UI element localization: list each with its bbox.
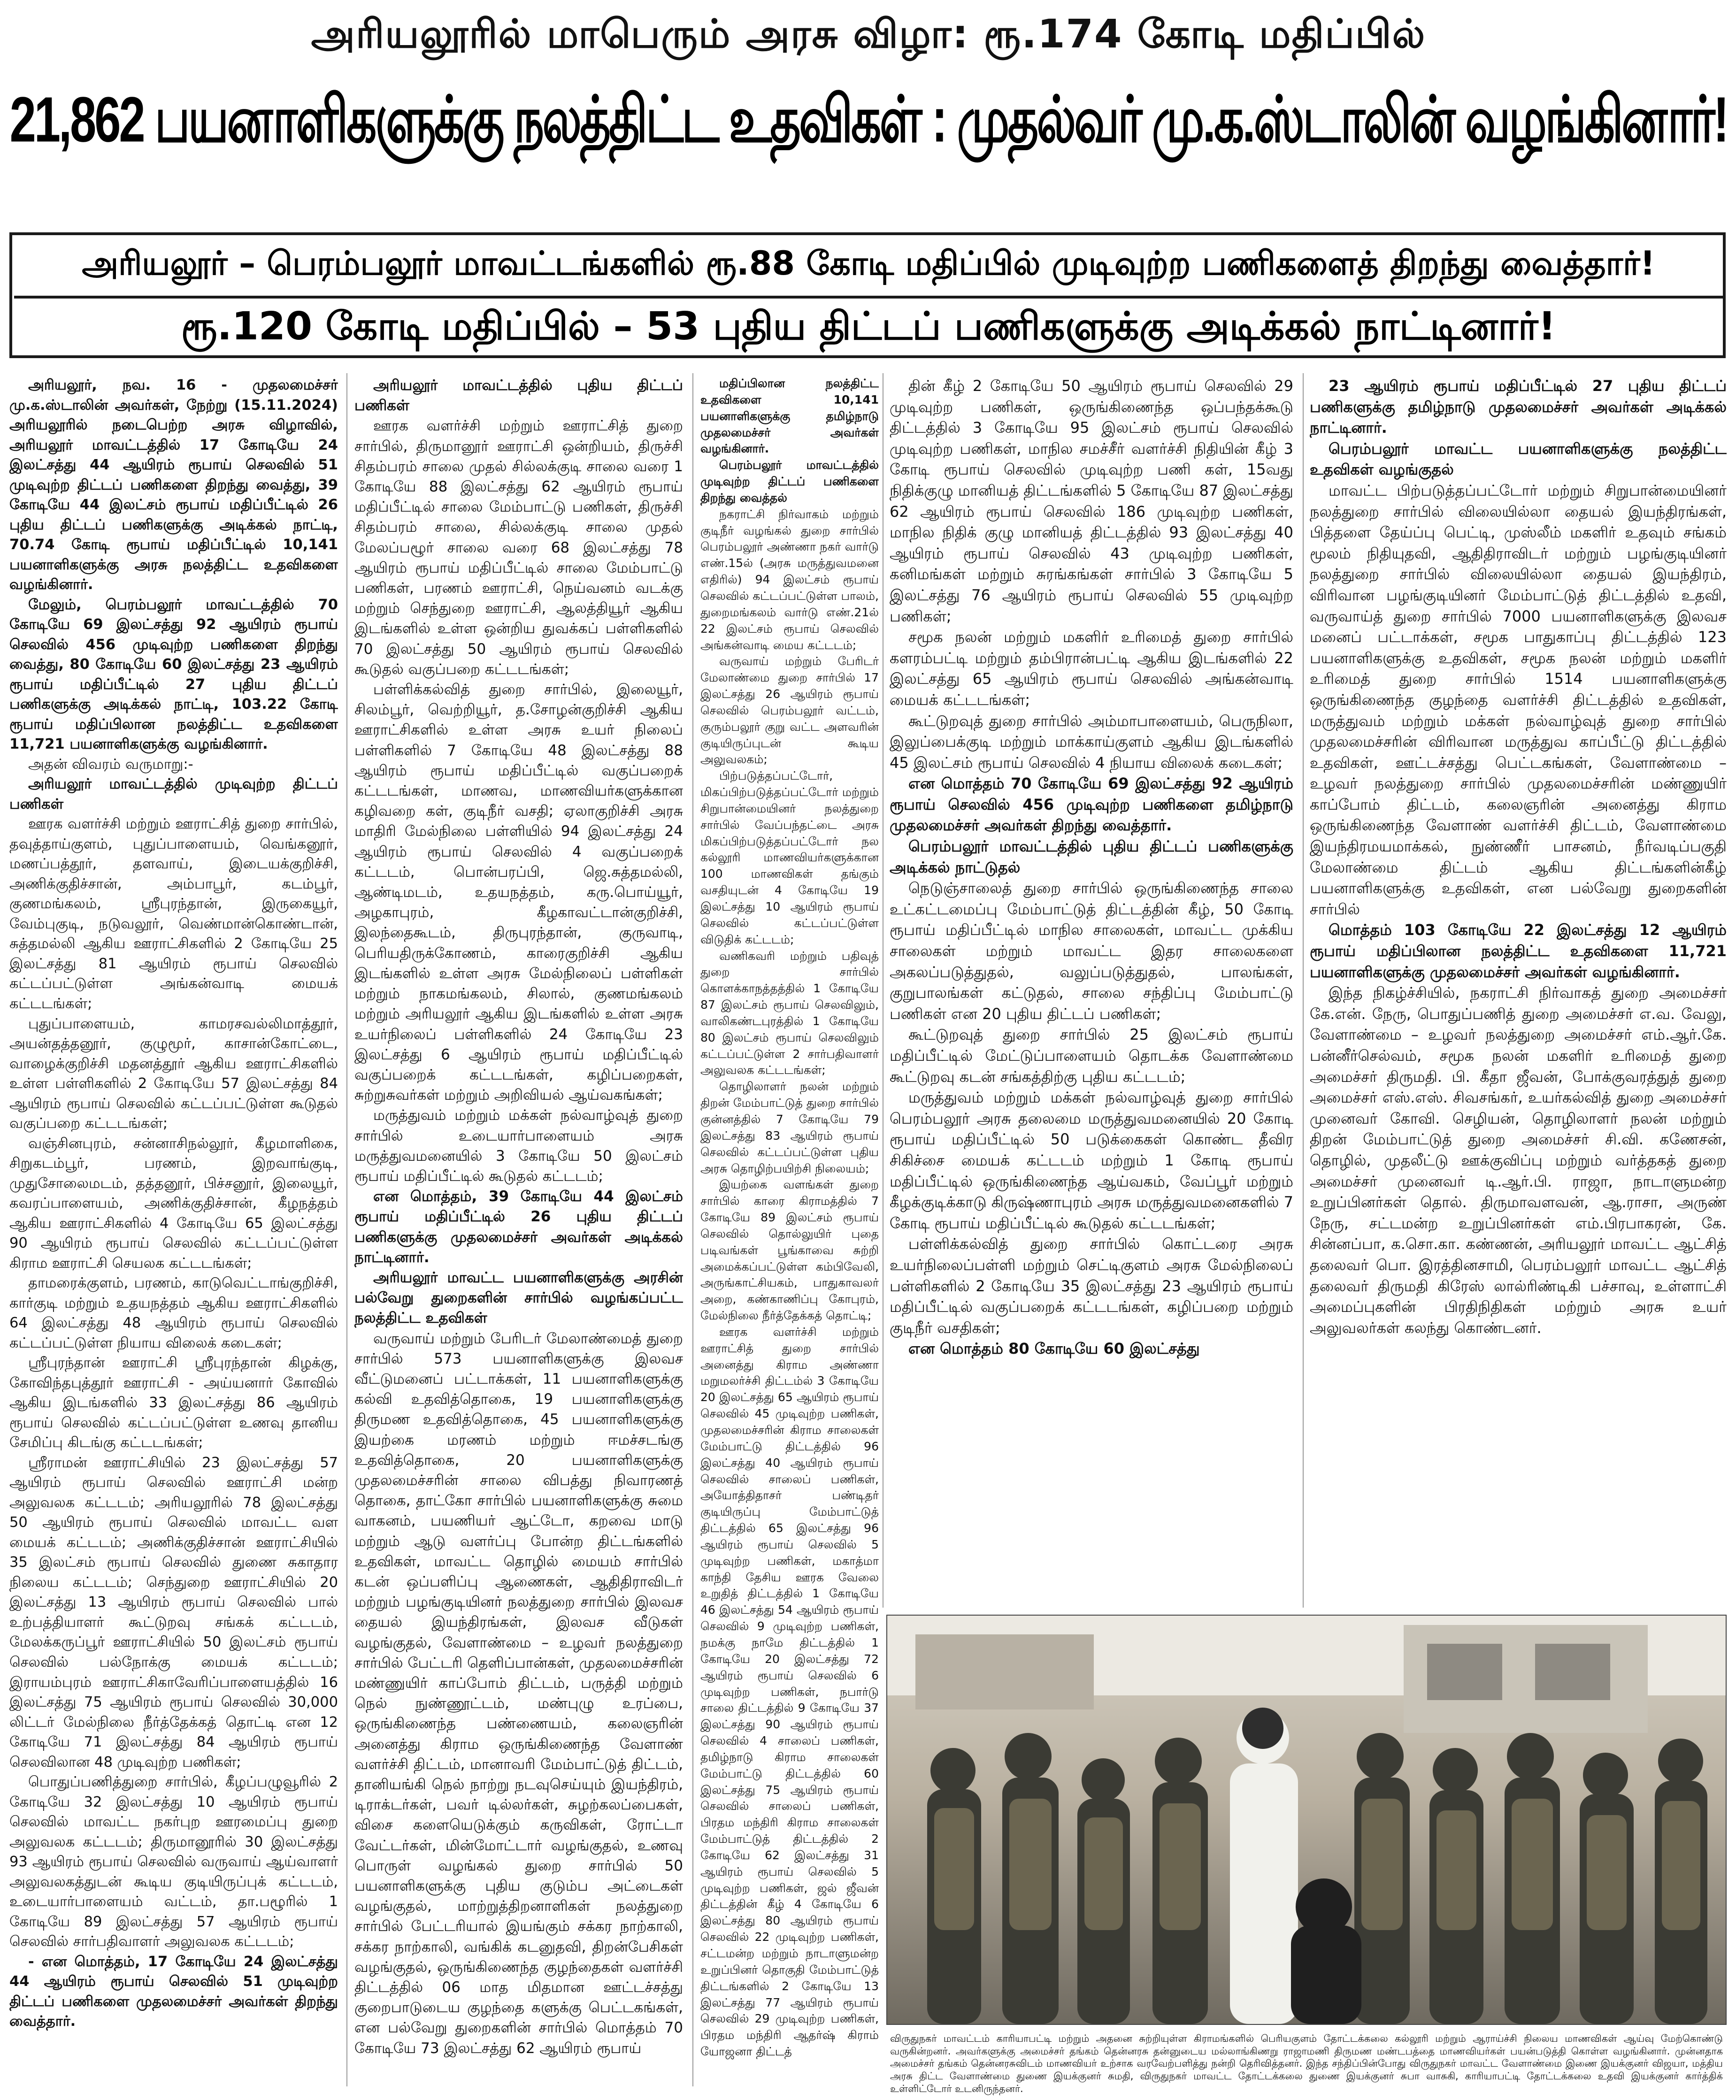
- subheadline-1: அரியலூர் – பெரம்பலூர் மாவட்டங்களில் ரூ.88 கோடி மதிப்பில் முடிவுற்ற பணிகளைத் திறந்து வைத்தார்!: [14, 235, 1723, 299]
- headline-kicker: அரியலூரில் மாபெரும் அரசு விழா: ரூ.174 கோடி மதிப்பில்: [311, 11, 1426, 57]
- article-column-4: [890, 376, 1293, 1610]
- article-heading: அரியலூர் மாவட்டத்தில் புதிய திட்டப் பணிகள்: [354, 377, 683, 414]
- subheadline-2: ரூ.120 கோடி மதிப்பில் – 53 புதிய திட்டப் பணிகளுக்கு அடிக்கல் நாட்டினார்!: [181, 304, 1556, 349]
- article-heading: அரியலூர் மாவட்ட பயனாளிகளுக்கு அரசின் பல்வேறு துறைகளின் சார்பில் வழங்கப்பட்ட நலத்திட்ட உதவிகள்: [354, 1269, 683, 1327]
- article-column-1: [9, 376, 338, 2089]
- headline-main: 21,862 பயனாளிகளுக்கு நலத்திட்ட உதவிகள் : முதல்வர் மு.க.ஸ்டாலின் வழங்கினார்!: [9, 84, 1728, 155]
- column-rule: [346, 373, 347, 2086]
- article-heading: மேலும், பெரம்பலூர் மாவட்டத்தில் 70 கோடியே 69 இலட்சத்து 92 ஆயிரம் ரூபாய் செலவில் 456 முடிவுற்ற பணிகளை திறந்து வைத்து, 80 கோடியே 60 இலட்சத்து 23 ஆயிரம் ரூபாய் மதிப்பீட்டில் 27 புதிய திட்டப் பணிகளுக்கு அடிக்கல் நாட்டி, 103.22 கோடி ரூபாய் மதிப்பிலான நலத்திட்ட உதவிகளை 11,721 பயனாளிகளுக்கு வழங்கினார்.: [9, 596, 338, 753]
- article-paragraph: மருத்துவம் மற்றும் மக்கள் நல்வாழ்வுத் துறை சார்பில் உடையார்பாளையம் அரசு மருத்துவமனையில் 3 கோடியே 50 இலட்சம் ரூபாய் மதிப்பீட்டில் கூடுதல் கட்டடம்;: [354, 1107, 683, 1185]
- article-heading: அரியலூர் மாவட்டத்தில் முடிவுற்ற திட்டப் பணிகள்: [9, 776, 338, 812]
- article-paragraph: வருவாய் மற்றும் பேரிடர் மேலாண்மை துறை சார்பில் 17 இலட்சத்து 26 ஆயிரம் ரூபாய் செலவில் பெரம்பலூர் வட்டம், குரும்பலூர் குறு வட்ட அளவரின் குடியிருப்புடன் கூடிய அலுவலகம்;: [700, 654, 879, 766]
- article-column-2: [354, 376, 683, 2089]
- article-heading: அரியலூர், நவ. 16 - முதலமைச்சர் மு.க.ஸ்டாலின் அவர்கள், நேற்று (15.11.2024) அரியலூரில் நடைபெற்ற அரசு விழாவில், அரியலூர் மாவட்டத்தில் 17 கோடியே 24 இலட்சத்து 44 ஆயிரம் ரூபாய் செலவில் 51 முடிவுற்ற திட்டப் பணிகளை திறந்து வைத்து, 39 கோடியே 44 இலட்சம் ரூபாய் மதிப்பீட்டில் 26 புதிய திட்டப் பணிகளுக்கு அடிக்கல் நாட்டி, 70.74 கோடி ரூபாய் மதிப்பீட்டில் 10,141 பயனாளிகளுக்கு அரசு நலத்திட்ட உதவிகளை வழங்கினார்.: [9, 377, 338, 593]
- article-paragraph: இந்த நிகழ்ச்சியில், நகராட்சி நிர்வாகத் துறை அமைச்சர் கே.என். நேரு, பொதுப்பணித் துறை அமைச்சர் எ.வ. வேலு, வேளாண்மை – உழவர் நலத்துறை அமைச்சர் எம்.ஆர்.கே. பன்னீர்செல்வம், சமூக நலன் மகளிர் உரிமைத் துறை அமைச்சர் திருமதி. பி. கீதா ஜீவன், போக்குவரத்துத் துறை அமைச்சர் எஸ்.எஸ். சிவசங்கர், உயர்கல்வித் துறை அமைச்சர் முனைவர் கோவி. செழியன், தொழிலாளர் நலன் மற்றும் திறன் மேம்பாட்டுத் துறை அமைச்சர் சி.வி. கணேசன், தொழில், முதலீட்டு ஊக்குவிப்பு மற்றும் வர்த்தகத் துறை அமைச்சர் முனைவர் டி.ஆர்.பி. ராஜா, நாடாளுமன்ற உறுப்பினர்கள் தொல். திருமாவளவன், ஆ.ராசா, அருண் நேரு, சட்டமன்ற உறுப்பினர்கள் எம்.பிரபாகரன், கே. சின்னப்பா, க.சொ.கா. கண்ணன், அரியலூர் மாவட்ட ஆட்சித் தலைவர் பொ. இரத்தினசாமி, பெரம்பலூர் மாவட்ட ஆட்சித் தலைவர் திருமதி கிரேஸ் லால்ரிண்டிகி பச்சாவு, உள்ளாட்சி அமைப்புகளின் பிரதிநிதிகள் மற்றும் அரசு உயர் அலுவலர்கள் கலந்து கொண்டனர்.: [1310, 984, 1727, 1337]
- article-paragraph: பள்ளிக்கல்வித் துறை சார்பில் கொட்டரை அரசு உயர்நிலைப்பள்ளி மற்றும் செட்டிகுளம் அரசு மேல்நிலைப் பள்ளிகளில் 2 கோடியே 35 இலட்சத்து 23 ஆயிரம் ரூபாய் மதிப்பீட்டில் வகுப்பறைக் கட்டடங்கள், கழிப்பறை மற்றும் குடிநீர் வசதிகள்;: [890, 1235, 1293, 1337]
- article-column-5: [1310, 376, 1727, 1610]
- article-heading: பெரம்பலூர் மாவட்ட பயனாளிகளுக்கு நலத்திட்ட உதவிகள் வழங்குதல்: [1310, 439, 1727, 479]
- article-paragraph: வருவாய் மற்றும் பேரிடர் மேலாண்மைத் துறை சார்பில் 573 பயனாளிகளுக்கு இலவச வீட்டுமனைப் பட்டாக்கள், 11 பயனாளிகளுக்கு கல்வி உதவித்தொகை, 19 பயனாளிகளுக்கு திருமண உதவித்தொகை, 45 பயனாளிகளுக்கு இயற்கை மரணம் மற்றும் ஈமச்சடங்கு உதவித்தொகை, 20 பயனாளிகளுக்கு முதலமைச்சரின் சாலை விபத்து நிவாரணத் தொகை, தாட்கோ சார்பில் பயனாளிகளுக்கு சுமை வாகனம், பயணியர் ஆட்டோ, கறவை மாடு மற்றும் ஆடு வளர்ப்பு போன்ற திட்டங்களில் உதவிகள், மாவட்ட தொழில் மையம் சார்பில் கடன் ஒப்பளிப்பு ஆணைகள், ஆதிதிராவிடர் மற்றும் பழங்குடியினர் நலத்துறை சார்பில் இலவச தையல் இயந்திரங்கள், இலவச வீடுகள் வழங்குதல், வேளாண்மை – உழவர் நலத்துறை சார்பில் பேட்டரி தெளிப்பான்கள், முதலமைச்சரின் மண்ணுயிர் காப்போம் திட்டம், பருத்தி மற்றும் நெல் நுண்ணூட்டம், மண்புழு உரப்பை, ஒருங்கிணைந்த பண்ணையம், கலைஞரின் அனைத்து கிராம ஒருங்கிணைந்த வேளாண் வளர்ச்சி திட்டம், மானாவரி மேம்பாட்டுத் திட்டம், தானியங்கி நெல் நாற்று நடவுசெய்யும் இயந்திரம், டிராக்டர்கள், பவர் டில்லர்கள், சுழற்கலப்பைகள், விசை களையெடுக்கும் கருவிகள், ரோட்டா வேட்டர்கள், மின்மோட்டார் வழங்குதல், உணவு பொருள் வழங்கல் துறை சார்பில் 50 பயனாளிகளுக்கு புதிய குடும்ப அட்டைகள் வழங்குதல், மாற்றுத்திறனாளிகள் நலத்துறை சார்பில் பேட்டரியால் இயங்கும் சக்கர நாற்காலி, சக்கர நாற்காலி, வங்கிக் கடனுதவி, திறன்பேசிகள் வழங்குதல், ஒருங்கிணைந்த குழந்தைகள் வளர்ச்சி திட்டத்தில் 06 மாத மிதமான ஊட்டச்சத்து குறைபாடுடைய குழந்தை களுக்கு பெட்டகங்கள், என பல்வேறு துறைகளின் சார்பில் மொத்தம் 70 கோடியே 73 இலட்சத்து 62 ஆயிரம் ரூபாய்: [354, 1330, 683, 2057]
- article-heading: பெரம்பலூர் மாவட்டத்தில் முடிவுற்ற திட்டப் பணிகளை திறந்து வைத்தல்: [700, 458, 879, 505]
- article-paragraph: கூட்டுறவுத் துறை சார்பில் அம்மாபாளையம், பெருநிலா, இலுப்பைக்குடி மற்றும் மாக்காய்குளம் ஆகிய இடங்களில் 45 இலட்சம் ரூபாய் செலவில் 4 நியாய விலைக் கடைகள்;: [890, 712, 1293, 772]
- article-paragraph: சமூக நலன் மற்றும் மகளிர் உரிமைத் துறை சார்பில் களரம்பட்டி மற்றும் தம்பிரான்பட்டி ஆகிய இடங்களில் 22 இலட்சத்து 65 ஆயிரம் ரூபாய் செலவில் அங்கன்வாடி மையக் கட்டடங்கள்;: [890, 628, 1293, 709]
- article-heading: பெரம்பலூர் மாவட்டத்தில் புதிய திட்டப் பணிகளுக்கு அடிக்கல் நாட்டுதல்: [890, 837, 1293, 876]
- column-rule: [1303, 373, 1304, 1608]
- article-paragraph: தின் கீழ் 2 கோடியே 50 ஆயிரம் ரூபாய் செலவில் 29 முடிவுற்ற பணிகள், ஒருங்கிணைந்த ஒப்பந்தக்கூடு திட்டத்தில் 3 கோடியே 95 இலட்சம் ரூபாய் செலவில் முடிவுற்ற பணிகள், மாநில சமச்சீர் வளர்ச்சி நிதியின் கீழ் 3 கோடி ரூபாய் செலவில் முடிவுற்ற பணி கள், 15வது நிதிக்குழு மானியத் திட்டங்களில் 5 கோடியே 87 இலட்சத்து 62 ஆயிரம் ரூபாய் செலவில் 186 முடிவுற்ற பணிகள், மாநில நிதிக் குழு மானியத் திட்டத்தில் 93 இலட்சத்து 40 ஆயிரம் ரூபாய் செலவில் 43 முடிவுற்ற பணிகள், கனிமங்கள் மற்றும் சுரங்கங்கள் சார்பில் 3 கோடியே 5 இலட்சத்து 76 ஆயிரம் ரூபாய் செலவில் 55 முடிவுற்ற பணிகள்;: [890, 377, 1293, 625]
- article-paragraph: தாமரைக்குளம், பரணம், காடுவெட்டாங்குறிச்சி, கார்குடி மற்றும் உதயநத்தம் ஆகிய ஊராட்சிகளில் 64 இலட்சத்து 48 ஆயிரம் ரூபாய் செலவில் கட்டப்பட்டுள்ள நியாய விலைக் கடைகள்;: [9, 1275, 338, 1351]
- column-rule: [692, 373, 693, 2086]
- photo-caption: விருதுநகர் மாவட்டம் காரியாபட்டி மற்றும் அதனை சுற்றியுள்ள கிராமங்களில் பெரியகுளம் தோட்டக்கலை கல்லூரி மற்றும் ஆராய்ச்சி நிலைய மாணவிகள் ஆய்வு மேற்கொண்டு வருகின்றனர். அவர்களுக்கு அமைச்சர் தங்கம் தென்னரசு தன்னுடைய மல்லாங்கிணறு ராஜாமணி திருமண மண்டபத்தை மாணவியர்கள் பயன்படுத்தி கொள்ள வழங்கினார். முன்னதாக அமைச்சர் தங்கம் தென்னரசுவிடம் மாணவியர் உற்சாக வரவேற்பளித்து நன்றி தெரிவித்தனர். இந்த சந்திப்பின்போது விருதுநகர் மாவட்ட வேளாண்மை இணை இயக்குனர் விஜயா, மத்திய அரசு திட்ட வேளாண்மை துணை இயக்குனர் சுமதி, விருதுநகர் மாவட்ட தோட்டக்கலை துணை இயக்குனர் சுபா வாசுகி, காரியாபட்டி தோட்டக்கலை உதவி இயக்குனர் கார்த்திக் உள்ளிட்டோர் உடனிருந்தனர்.: [890, 2033, 1723, 2094]
- article-paragraph: நெடுஞ்சாலைத் துறை சார்பில் ஒருங்கிணைந்த சாலை உட்கட்டமைப்பு மேம்பாட்டுத் திட்டத்தின் கீழ், 50 கோடி ரூபாய் மதிப்பீட்டில் மாநில சாலைகள், மாவட்ட முக்கிய சாலைகள் மற்றும் மாவட்ட இதர சாலைகளை அகலப்படுத்துதல், வலுப்படுத்துதல், பாலங்கள், குறுபாலங்கள் கட்டுதல், சாலை சந்திப்பு மேம்பாட்டு பணிகள் என 20 புதிய திட்டப் பணிகள்;: [890, 879, 1293, 1023]
- article-paragraph: வணிகவரி மற்றும் பதிவுத் துறை சார்பில் கொளக்காநத்தத்தில் 1 கோடியே 87 இலட்சம் ரூபாய் செலவிலும், வாலிகண்டபுரத்தில் 1 கோடியே 80 இலட்சம் ரூபாய் செலவிலும் கட்டப்பட்டுள்ள 2 சார்பதிவாளர் அலுவலக கட்டடங்கள்;: [700, 949, 879, 1077]
- article-heading: மொத்தம் 103 கோடியே 22 இலட்சத்து 12 ஆயிரம் ரூபாய் மதிப்பிலான நலத்திட்ட உதவிகளை 11,721 பயனாளிகளுக்கு முதலமைச்சர் அவர்கள் வழங்கினார்.: [1310, 921, 1727, 981]
- article-heading: என மொத்தம் 80 கோடியே 60 இலட்சத்து: [908, 1340, 1200, 1358]
- article-paragraph: பொதுப்பணித்துறை சார்பில், கீழப்பழுவூரில் 2 கோடியே 32 இலட்சத்து 10 ஆயிரம் ரூபாய் செலவில் மாவட்ட நகர்புற ஊரமைப்பு துறை அலுவலக கட்டடம்; திருமானூரில் 30 இலட்சத்து 93 ஆயிரம் ரூபாய் செலவில் வருவாய் ஆய்வாளர் அலுவலகத்துடன் கூடிய குடியிருப்புக் கட்டடம், உடையார்பாளையம் வட்டம், தா.பழூரில் 1 கோடியே 89 இலட்சத்து 57 ஆயிரம் ரூபாய் செலவில் சார்பதிவாளர் அலுவலக கட்டடம்;: [9, 1774, 338, 1950]
- article-paragraph: ஸ்ரீராமன் ஊராட்சியில் 23 இலட்சத்து 57 ஆயிரம் ரூபாய் செலவில் ஊராட்சி மன்ற அலுவலக கட்டடம்; அரியலூரில் 78 இலட்சத்து 50 ஆயிரம் ரூபாய் செலவில் மாவட்ட வள மையக் கட்டடம்; அணிக்குதிச்சான் ஊராட்சியில் 35 இலட்சம் ரூபாய் செலவில் துணை சுகாதார நிலைய கட்டடம்; செந்துறை ஊராட்சியில் 20 இலட்சத்து 13 ஆயிரம் ரூபாய் செலவில் பால் உற்பத்தியாளர் கூட்டுறவு சங்கக் கட்டடம், மேலக்கருப்பூர் ஊராட்சியில் 50 இலட்சம் ரூபாய் செலவில் பல்நோக்கு மையக் கட்டடம்; இராயம்புரம் ஊராட்சிகாவேரிப்பாளையத்தில் 16 இலட்சத்து 75 ஆயிரம் ரூபாய் செலவில் 30,000 லிட்டர் மேல்நிலை நீர்த்தேக்கத் தொட்டி என 12 கோடியே 71 இலட்சத்து 84 ஆயிரம் ரூபாய் செலவிலான 48 முடிவுற்ற பணிகள்;: [9, 1454, 338, 1770]
- article-paragraph: ஊரக வளர்ச்சி மற்றும் ஊராட்சித் துறை சார்பில், தவுத்தாய்குளம், புதுப்பாளையம், வெங்கனூர், மணப்பத்தூர், தளவாய், இடையக்குறிச்சி, அணிக்குதிச்சான், அம்பாபூர், கடம்பூர், குணமங்கலம், ஸ்ரீபுரந்தான், இருகையூர், வேம்புகுடி, நடுவலூர், வெண்மான்கொண்டான், சுத்தமல்லி ஆகிய ஊராட்சிகளில் 2 கோடியே 25 இலட்சத்து 81 ஆயிரம் ரூபாய் செலவில் கட்டப்பட்டுள்ள அங்கன்வாடி மையக் கட்டடங்கள்;: [9, 816, 338, 1012]
- article-paragraph: கூட்டுறவுத் துறை சார்பில் 25 இலட்சம் ரூபாய் மதிப்பீட்டில் மேட்டுப்பாளையம் தொடக்க வேளாண்மை கூட்டுறவு கடன் சங்கத்திற்கு புதிய கட்டடம்;: [890, 1026, 1293, 1086]
- article-paragraph: பள்ளிக்கல்வித் துறை சார்பில், இலையூர், சிலம்பூர், வெற்றியூர், த.சோழன்குறிச்சி ஆகிய ஊராட்சிகளில் உள்ள அரசு உயர் நிலைப் பள்ளிகளில் 7 கோடியே 48 இலட்சத்து 88 ஆயிரம் ரூபாய் மதிப்பீட்டில் வகுப்பறைக் கட்டடங்கள், மாணவ, மாணவியர்களுக்கான கழிவறை கள், குடிநீர் வசதி; ஏலாகுறிச்சி அரசு மாதிரி மேல்நிலை பள்ளியில் 94 இலட்சத்து 24 ஆயிரம் ரூபாய் செலவில் 4 வகுப்பறைக் கட்டடம், பொன்பரப்பி, ஜெ.சுத்தமல்லி, ஆண்டிமடம், உதயநத்தம், கரு.பொய்யூர், அழகாபுரம், கீழகாவட்டான்குறிச்சி, இலந்தைகூடம், திருபுரந்தான், குருவாடி, பெரியதிருக்கோணம், காரைகுறிச்சி ஆகிய இடங்களில் உள்ள அரசு மேல்நிலைப் பள்ளிகள் மற்றும் நாகமங்கலம், சிலால், குணமங்கலம் மற்றும் அரியலூர் ஆகிய இடங்களில் உள்ள அரசு உயர்நிலைப் பள்ளிகளில் 24 கோடியே 23 இலட்சத்து 6 ஆயிரம் ரூபாய் மதிப்பீட்டில் வகுப்பறைக் கட்டடங்கள், கழிப்பறைகள், சுற்றுசுவர்கள் மற்றும் அறிவியல் ஆய்வகங்கள்;: [354, 681, 683, 1104]
- article-heading: மதிப்பிலான நலத்திட்ட உதவிகளை 10,141 பயனாளிகளுக்கு தமிழ்நாடு முதலமைச்சர் அவர்கள் வழங்கினார்.: [700, 376, 879, 456]
- article-paragraph: பிற்படுத்தப்பட்டோர், மிகப்பிற்படுத்தப்பட்டோர் மற்றும் சிறுபான்மையினர் நலத்துறை சார்பில் வேப்பந்தட்டை அரசு மிகப்பிற்படுத்தப்பட்டோர் நல கல்லூரி மாணவியர்களுக்கான 100 மாணவிகள் தங்கும் வசதியுடன் 4 கோடியே 19 இலட்சத்து 10 ஆயிரம் ரூபாய் செலவில் கட்டப்பட்டுள்ள விடுதிக் கட்டடம்;: [700, 769, 879, 946]
- news-photo: [886, 1615, 1727, 2025]
- article-paragraph: வஞ்சினபுரம், சன்னாசிநல்லூர், கீழமாளிகை, சிறுகடம்பூர், பரணம், இறவாங்குடி, முதுசோலைமடம், தத்தனூர், பிச்சனூர், இலையூர், கவரப்பாளையம், அணிக்குதிச்சான், கீழநத்தம் ஆகிய ஊராட்சிகளில் 4 கோடியே 65 இலட்சத்து 90 ஆயிரம் ரூபாய் செலவில் கட்டப்பட்டுள்ள கிராம ஊராட்சி செயலக கட்டடங்கள்;: [9, 1135, 338, 1272]
- article-paragraph: மாவட்ட பிற்படுத்தப்பட்டோர் மற்றும் சிறுபான்மையினர் நலத்துறை சார்பில் விலையில்லா தையல் இயந்திரங்கள், பித்தளை தேய்ப்பு பெட்டி, முஸ்லீம் மகளிர் உதவும் சங்கம் மூலம் நிதியுதவி, ஆதிதிராவிடர் மற்றும் பழங்குடியினர் நலத்துறை சார்பில் விலையில்லா தையல் இயந்திரம், விரிவான பழங்குடியினர் மேம்பாட்டுத் திட்டத்தில் உதவி, வருவாய்த் துறை சார்பில் 7000 பயனாளிகளுக்கு இலவச மனைப் பட்டாக்கள், சமூக பாதுகாப்பு திட்டத்தில் 123 பயனாளிகளுக்கு உதவிகள், சமூக நலன் மற்றும் மகளிர் உரிமைத் துறை சார்பில் 1514 பயனாளிகளுக்கு ஒருங்கிணைந்த குழந்தை வளர்ச்சி திட்டத்தில் உதவிகள், மருத்துவம் மற்றும் மக்கள் நல்வாழ்வுத் துறை சார்பில் முதலமைச்சரின் விரிவான மருத்துவ காப்பீட்டு திட்டத்தில் உதவிகள், ஊட்டச்சத்து பெட்டகங்கள், வேளாண்மை – உழவர் நலத்துறை சார்பில் முதலமைச்சரின் மண்ணுயிர் காப்போம் திட்டம், கலைஞரின் அனைத்து கிராம ஒருங்கிணைந்த வேளாண் வளர்ச்சி திட்டம், வேளாண்மை இயந்திரமயமாக்கல், நுண்ணீர் பாசனம், நீர்வடிப்பகுதி மேலாண்மை திட்டம் ஆகிய திட்டங்களின்கீழ் பயனாளிகளுக்கு உதவிகள், என பல்வேறு துறைகளின் சார்பில்: [1310, 481, 1727, 918]
- article-column-3: [700, 376, 879, 2089]
- article-heading: 23 ஆயிரம் ரூபாய் மதிப்பீட்டில் 27 புதிய திட்டப் பணிகளுக்கு தமிழ்நாடு முதலமைச்சர் அவர்கள் அடிக்கல் நாட்டினார்.: [1310, 377, 1727, 437]
- article-paragraph: புதுப்பாளையம், காமரசவல்லிமாத்தூர், அயன்தத்தனூர், குழுமூர், காசான்கோட்டை, வாழைக்குறிச்சி மதனத்தூர் ஆகிய ஊராட்சிகளில் உள்ள பள்ளிகளில் 2 கோடியே 57 இலட்சத்து 84 ஆயிரம் ரூபாய் செலவில் கட்டப்பட்டுள்ள கூடுதல் வகுப்பறை கட்டடங்கள்;: [9, 1015, 338, 1132]
- article-paragraph: தொழிலாளர் நலன் மற்றும் திறன் மேம்பாட்டுத் துறை சார்பில் குன்னத்தில் 7 கோடியே 79 இலட்சத்து 83 ஆயிரம் ரூபாய் செலவில் கட்டப்பட்டுள்ள புதிய அரசு தொழிற்பயிற்சி நிலையம்;: [700, 1080, 879, 1175]
- article-paragraph: மருத்துவம் மற்றும் மக்கள் நல்வாழ்வுத் துறை சார்பில் பெரம்பலூர் அரசு தலைமை மருத்துவமனையில் 20 கோடி ரூபாய் மதிப்பீட்டில் 50 படுக்கைகள் கொண்ட தீவிர சிகிச்சை மையக் கட்டடம் மற்றும் 1 கோடி ரூபாய் மதிப்பீட்டில் ஒருங்கிணைந்த ஆய்வகம், வேப்பூர் மற்றும் கீழக்குடிக்காடு கிருஷ்ணாபுரம் அரசு மருத்துவமனைகளில் 7 கோடி ரூபாய் மதிப்பீட்டில் கூடுதல் கட்டடங்கள்;: [890, 1088, 1293, 1232]
- article-heading: என மொத்தம் 70 கோடியே 69 இலட்சத்து 92 ஆயிரம் ரூபாய் செலவில் 456 முடிவுற்ற பணிகளை தமிழ்நாடு முதலமைச்சர் அவர்கள் திறந்து வைத்தார்.: [890, 774, 1293, 835]
- article-paragraph: ஸ்ரீபுரந்தான் ஊராட்சி ஸ்ரீபுரந்தான் கிழக்கு, கோவிந்தபுத்தூர் ஊராட்சி - அய்யனார் கோவில் ஆகிய இடங்களில் 33 இலட்சத்து 86 ஆயிரம் ரூபாய் செலவில் கட்டப்பட்டுள்ள உணவு தானிய சேமிப்பு கிடங்கு கட்டடங்கள்;: [9, 1355, 338, 1451]
- article-paragraph: நகராட்சி நிர்வாகம் மற்றும் குடிநீர் வழங்கல் துறை சார்பில் பெரம்பலூர் அண்ணா நகர் வார்டு எண்.15ல் (அரசு மருத்துவமனை எதிரில்) 94 இலட்சம் ரூபாய் செலவில் கட்டப்பட்டுள்ள பாலம், துறைமங்கலம் வார்டு எண்.21ல் 22 இலட்சம் ரூபாய் செலவில் அங்கன்வாடி மைய கட்டடம்;: [700, 507, 879, 652]
- article-paragraph: அதன் விவரம் வருமாறு:-: [28, 756, 193, 773]
- article-paragraph: ஊரக வளர்ச்சி மற்றும் ஊராட்சித் துறை சார்பில், திருமானூர் ஊராட்சி ஒன்றியம், திருச்சி சிதம்பரம் சாலை முதல் சில்லக்குடி சாலை வரை 1 கோடியே 88 இலட்சத்து 62 ஆயிரம் ரூபாய் மதிப்பீட்டில் சாலை மேம்பாட்டு பணிகள், திருச்சி சிதம்பரம் சாலை, சில்லக்குடி சாலை முதல் மேலப்பழூர் சாலை வரை 68 இலட்சத்து 78 ஆயிரம் ரூபாய் மதிப்பீட்டில் சாலை மேம்பாட்டு பணிகள், பரணம் ஊராட்சி, நெய்வனம் வடக்கு மற்றும் செந்துறை ஊராட்சி, ஆலத்தியூர் ஆகிய இடங்களில் உள்ள ஒன்றிய துவக்கப் பள்ளிகளில் 70 இலட்சத்து 50 ஆயிரம் ரூபாய் செலவில் கூடுதல் வகுப்பறை கட்டடங்கள்;: [354, 417, 683, 678]
- article-heading: - என மொத்தம், 17 கோடியே 24 இலட்சத்து 44 ஆயிரம் ரூபாய் செலவில் 51 முடிவுற்ற திட்டப் பணிகளை முதலமைச்சர் அவர்கள் திறந்து வைத்தார்.: [9, 1953, 338, 2030]
- article-paragraph: ஊரக வளர்ச்சி மற்றும் ஊராட்சித் துறை சார்பில் அனைத்து கிராம அண்ணா மறுமலர்ச்சி திட்டம்ல் 3 கோடியே 20 இலட்சத்து 65 ஆயிரம் ரூபாய் செலவில் 45 முடிவுற்ற பணிகள், முதலமைச்சரின் கிராம சாலைகள் மேம்பாட்டு திட்டத்தில் 96 இலட்சத்து 40 ஆயிரம் ரூபாய் செலவில் சாலைப் பணிகள், அயோத்திதாசர் பண்டிதர் குடியிருப்பு மேம்பாட்டுத் திட்டத்தில் 65 இலட்சத்து 96 ஆயிரம் ரூபாய் செலவில் 5 முடிவுற்ற பணிகள், மகாத்மா காந்தி தேசிய ஊரக வேலை உறுதித் திட்டத்தில் 1 கோடியே 46 இலட்சத்து 54 ஆயிரம் ரூபாய் செலவில் 9 முடிவுற்ற பணிகள், நமக்கு நாமே திட்டத்தில் 1 கோடியே 20 இலட்சத்து 72 ஆயிரம் ரூபாய் செலவில் 6 முடிவுற்ற பணிகள், நபார்டு சாலை திட்டத்தில் 9 கோடியே 37 இலட்சத்து 90 ஆயிரம் ரூபாய் செலவில் 4 சாலைப் பணிகள், தமிழ்நாடு கிராம சாலைகள் மேம்பாட்டு திட்டத்தில் 60 இலட்சத்து 75 ஆயிரம் ரூபாய் செலவில் சாலைப் பணிகள், பிரதம மந்திரி கிராம சாலைகள் மேம்பாட்டுத் திட்டத்தில் 2 கோடியே 62 இலட்சத்து 31 ஆயிரம் ரூபாய் செலவில் 5 முடிவுற்ற பணிகள், ஜல் ஜீவன் திட்டத்தின் கீழ் 4 கோடியே 6 இலட்சத்து 80 ஆயிரம் ரூபாய் செலவில் 22 முடிவுற்ற பணிகள், சட்டமன்ற மற்றும் நாடாளுமன்ற உறுப்பினர் தொகுதி மேம்பாட்டுத் திட்டங்களில் 2 கோடியே 13 இலட்சத்து 77 ஆயிரம் ரூபாய் செலவில் 29 முடிவுற்ற பணிகள், பிரதம மந்திரி ஆதர்ஷ் கிராம் யோஜனா திட்டத்: [700, 1325, 879, 2059]
- article-heading: என மொத்தம், 39 கோடியே 44 இலட்சம் ரூபாய் மதிப்பீட்டில் 26 புதிய திட்டப் பணிகளுக்கு முதலமைச்சர் அவர்கள் அடிக்கல் நாட்டினார்.: [354, 1188, 683, 1266]
- article-paragraph: இயற்கை வளங்கள் துறை சார்பில் காரை கிராமத்தில் 7 கோடியே 89 இலட்சம் ரூபாய் செலவில் தொல்லுயிர் புதை படிவங்கள் பூங்காவை சுற்றி அமைக்கப்பட்டுள்ள கம்பிவேலி, அருங்காட்சியகம், பாதுகாவலர் அறை, கண்காணிப்பு கோபுரம், மேல்நிலை நீர்த்தேக்கத் தொட்டி;: [700, 1178, 879, 1323]
